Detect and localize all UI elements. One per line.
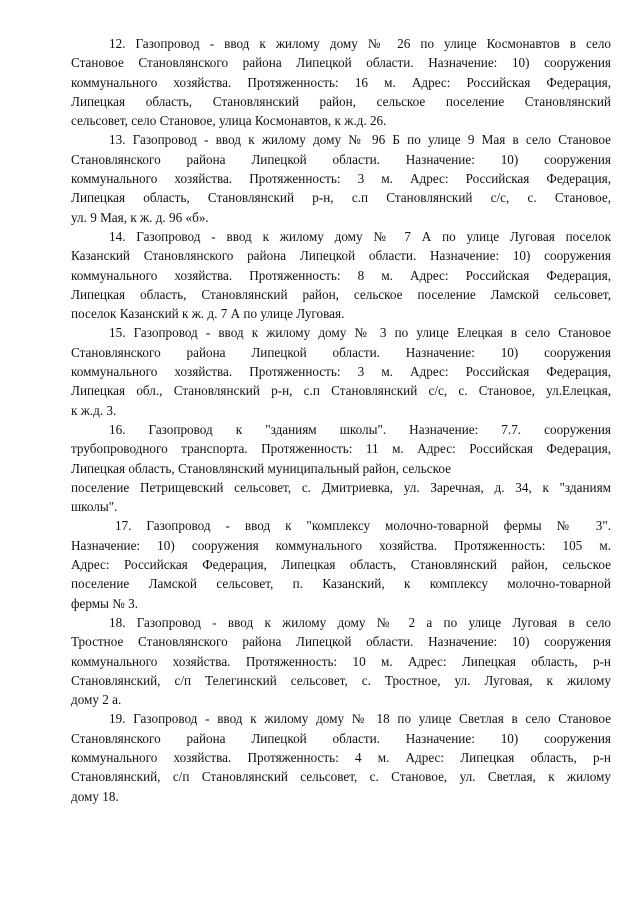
text-line: поселение Ламской сельсовет, п. Казанский, к комплексу молочно-товарной xyxy=(71,576,611,592)
text-line: фермы № 3. xyxy=(71,595,139,611)
text-line: 15. Газопровод - ввод к жилому дому № 3 по улице Елецкая в село Становое xyxy=(109,325,611,341)
text-line: Становлянского района Липецкой области. Назначение: 10) сооружения xyxy=(71,151,611,167)
text-line: 12. Газопровод - ввод к жилому дому № 26 по улице Космонавтов в село xyxy=(109,36,611,51)
text-line: коммунального хозяйства. Протяженность: 3 м. Адрес: Российская Федерация, xyxy=(71,364,611,380)
text-line: Липецкая область, Становлянский р-н, с.п Становлянский с/с, с. Становое, xyxy=(71,190,611,206)
text-line: коммунального хозяйства. Протяженность: 10 м. Адрес: Липецкая область, р-н xyxy=(71,653,611,669)
text-line: 14. Газопровод - ввод к жилому дому № 7 А по улице Луговая поселок xyxy=(109,228,611,244)
text-line: 18. Газопровод - ввод к жилому дому № 2 а по улице Луговая в село xyxy=(109,614,611,630)
text-line: поселок Казанский к ж. д. 7 А по улице Луговая. xyxy=(71,306,345,322)
text-line: Становое Становлянского района Липецкой области. Назначение: 10) сооружения xyxy=(71,55,611,71)
text-line: трубопроводного транспорта. Протяженность: 11 м. Адрес: Российская Федерация, xyxy=(71,441,611,457)
text-line: 19. Газопровод - ввод к жилому дому № 18 по улице Светлая в село Становое xyxy=(109,711,611,727)
text-line: Липецкая область, Становлянский район, сельское поселение Становлянский xyxy=(71,93,611,109)
text-line: Казанский Становлянского района Липецкой области. Назначение: 10) сооружения xyxy=(71,248,611,264)
text-line: дому 18. xyxy=(71,788,119,804)
text-line: Липецкая обл., Становлянский р-н, с.п Становлянский с/с, с. Становое, ул.Елецкая, xyxy=(71,383,611,399)
text-line: Становлянский, с/п Становлянский сельсовет, с. Становое, ул. Светлая, к жилому xyxy=(71,769,611,785)
text-line: 13. Газопровод - ввод к жилому дому № 96 Б по улице 9 Мая в село Становое xyxy=(109,132,611,148)
text-line: к ж.д. 3. xyxy=(71,402,117,418)
text-line: дому 2 а. xyxy=(71,692,122,708)
text-line: Липецкая область, Становлянский район, сельское поселение Ламской сельсовет, xyxy=(71,286,611,302)
text-line: коммунального хозяйства. Протяженность: 8 м. Адрес: Российская Федерация, xyxy=(71,267,611,283)
text-line: коммунального хозяйства. Протяженность: 3 м. Адрес: Российская Федерация, xyxy=(71,171,611,187)
text-line: школы". xyxy=(71,499,118,515)
text-line: 16. Газопровод к "зданиям школы". Назначение: 7.7. сооружения xyxy=(109,421,611,437)
text-line: Становлянский, с/п Телегинский сельсовет, с. Тростное, ул. Луговая, к жилому xyxy=(71,672,611,688)
text-line: Липецкая область, Становлянский муниципальный район, сельское xyxy=(71,460,451,476)
text-line: Становлянского района Липецкой области. Назначение: 10) сооружения xyxy=(71,344,611,360)
text-line: ул. 9 Мая, к ж. д. 96 «б». xyxy=(71,209,209,225)
text-line: Становлянского района Липецкой области. Назначение: 10) сооружения xyxy=(71,730,611,746)
text-line: Тростное Становлянского района Липецкой области. Назначение: 10) сооружения xyxy=(71,634,611,650)
text-line: поселение Петрищевский сельсовет, с. Дмитриевка, ул. Заречная, д. 34, к "зданиям xyxy=(71,479,611,495)
text-line: Назначение: 10) сооружения коммунального хозяйства. Протяженность: 105 м. xyxy=(71,537,611,553)
text-line: 17. Газопровод - ввод к "комплексу молочно-товарной фермы № 3". xyxy=(115,518,611,534)
text-line: коммунального хозяйства. Протяженность: 4 м. Адрес: Липецкая область, р-н xyxy=(71,749,611,765)
document-body xyxy=(71,34,611,806)
text-line: сельсовет, село Становое, улица Космонавтов, к ж.д. 26. xyxy=(71,113,387,129)
text-line: Адрес: Российская Федерация, Липецкая область, Становлянский район, сельское xyxy=(71,557,611,573)
text-line: коммунального хозяйства. Протяженность: 16 м. Адрес: Российская Федерация, xyxy=(71,74,611,90)
